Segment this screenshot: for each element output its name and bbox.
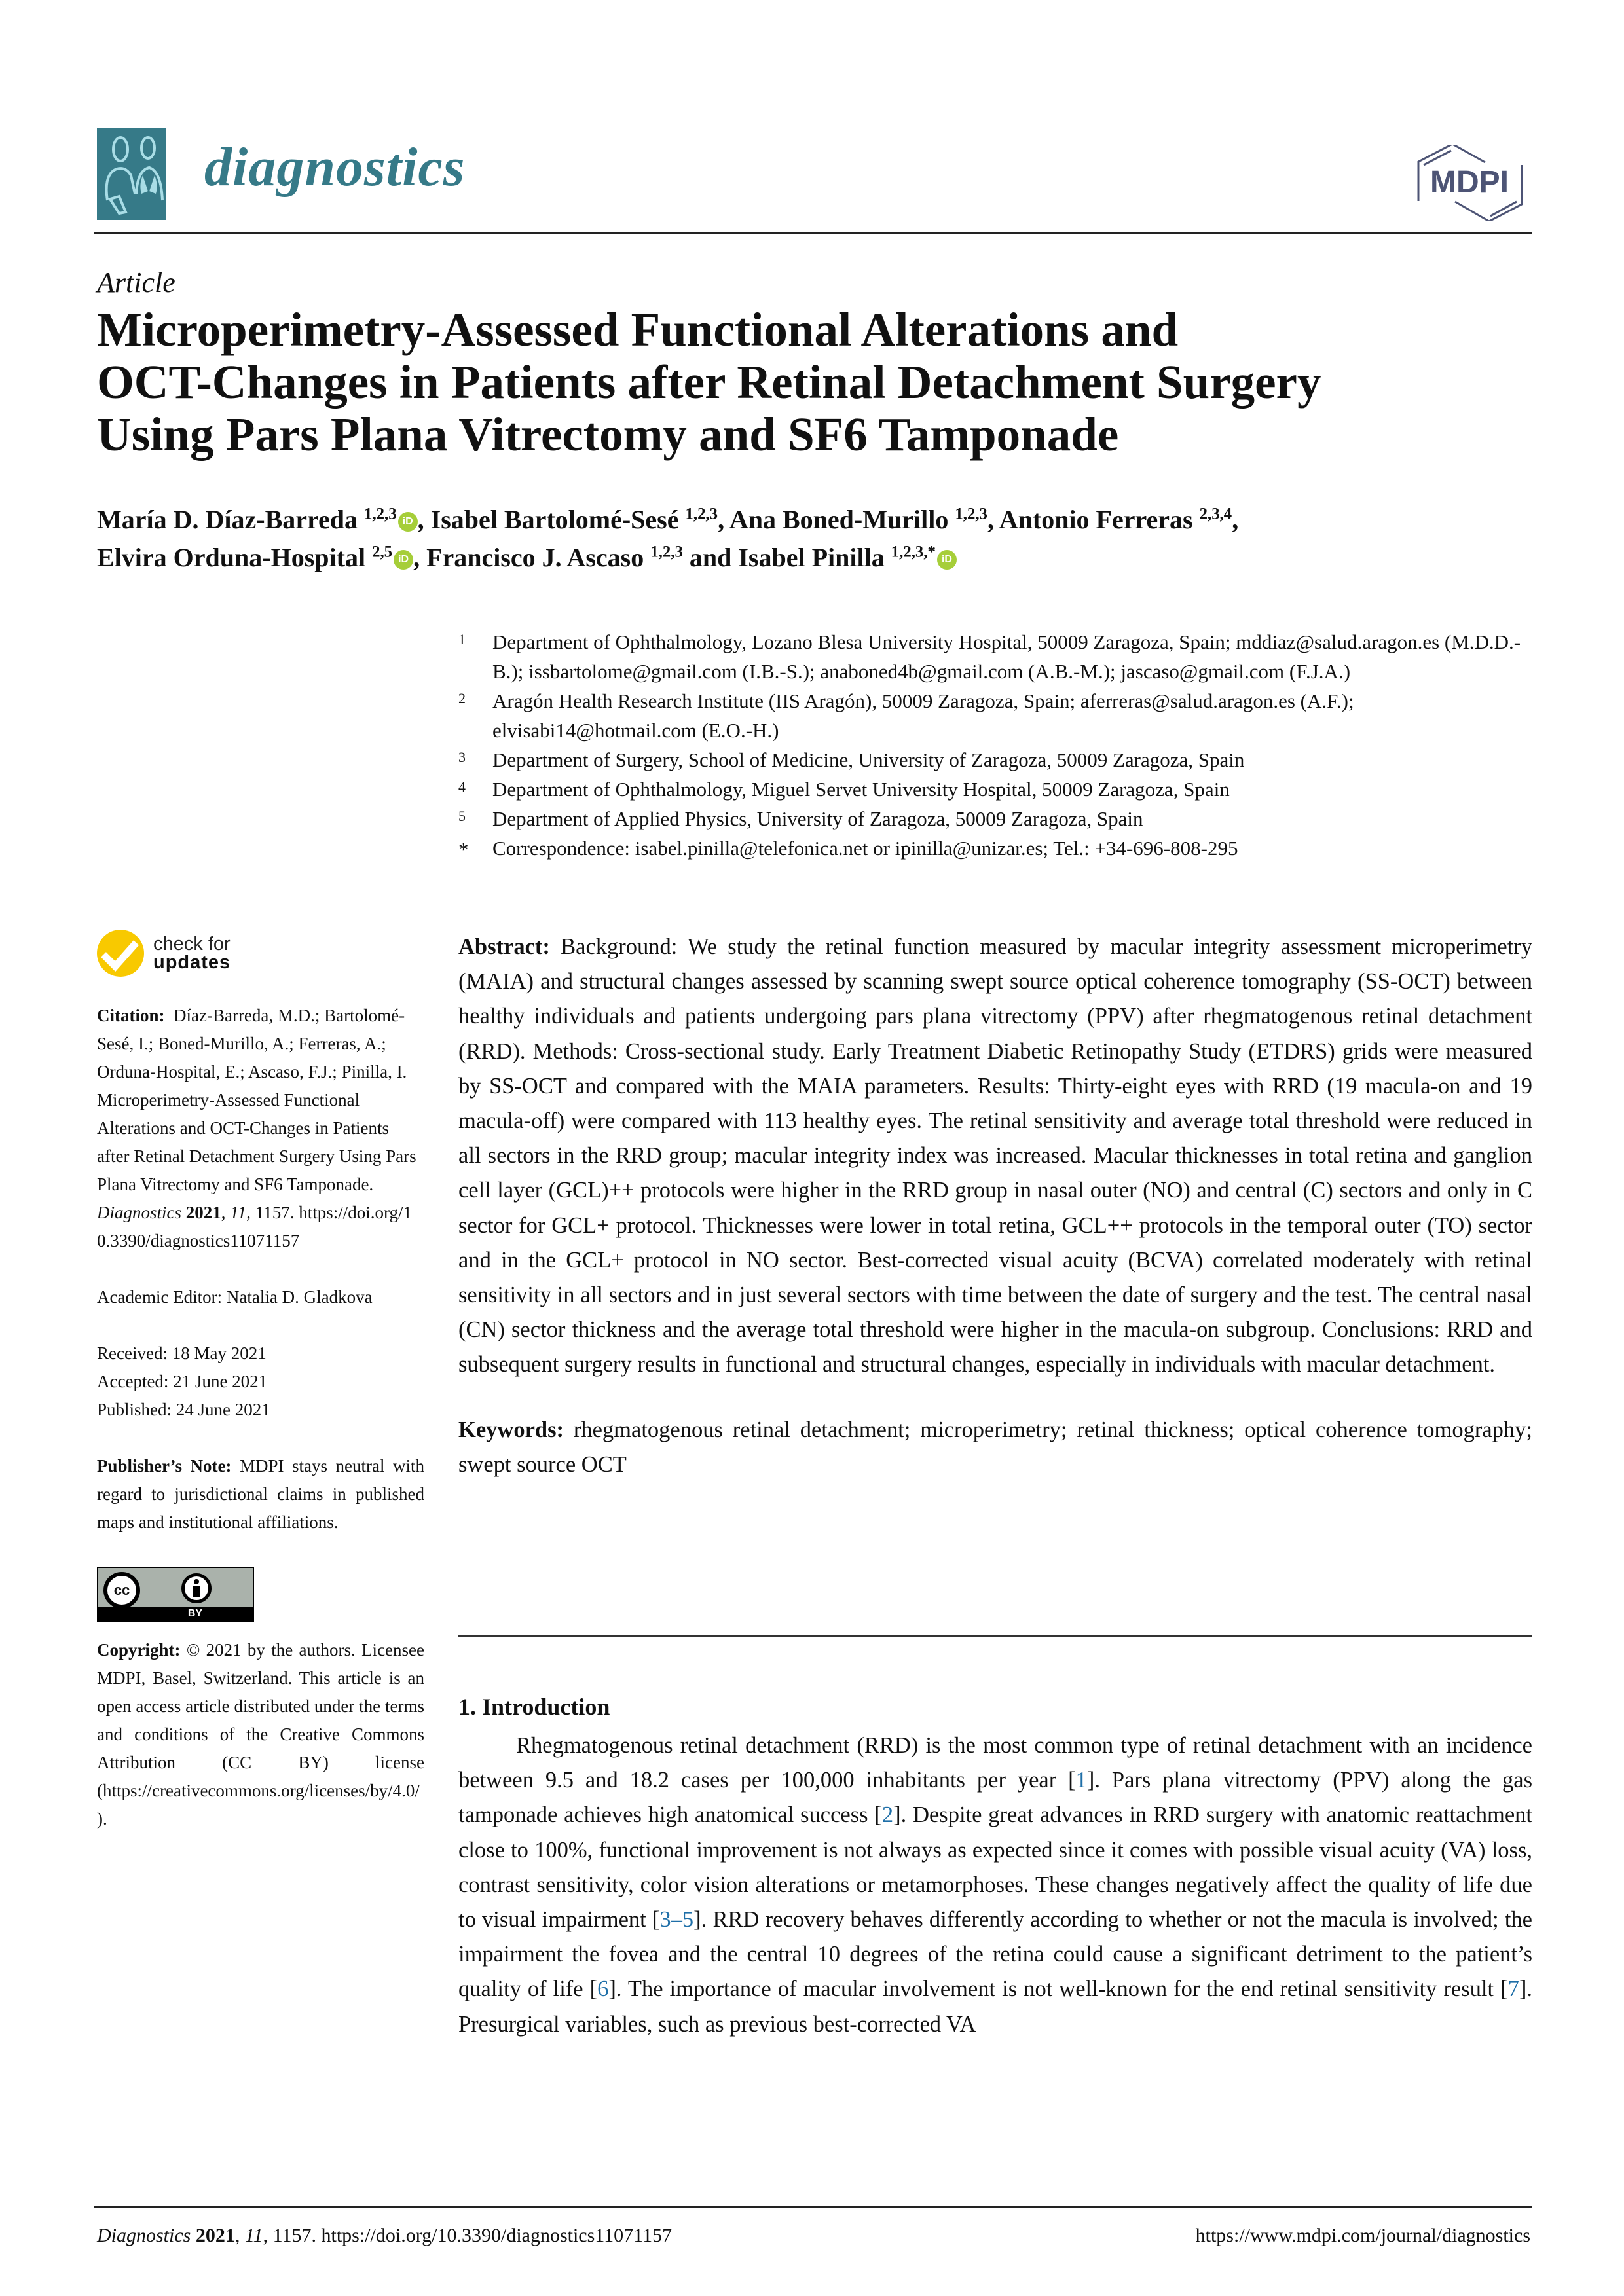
affiliation-item: [458, 627, 1532, 686]
footer-year: 2021: [195, 2225, 235, 2246]
abstract-label: Abstract:: [458, 934, 550, 959]
article-type: Article: [97, 266, 175, 299]
abstract: [458, 930, 1532, 1383]
keywords-label: Keywords:: [458, 1417, 564, 1442]
intro-text: ]. The importance of macular involvement is not well-known for the end retinal sensitivity result [: [608, 1977, 1508, 2002]
affiliation-number: 1: [458, 631, 466, 647]
author-separator: and: [682, 543, 739, 572]
orcid-icon[interactable]: iD: [394, 550, 413, 570]
cc-by-license-badge[interactable]: [97, 1567, 254, 1622]
author-name: Elvira Orduna-Hospital: [97, 543, 366, 572]
orcid-icon[interactable]: iD: [937, 550, 957, 570]
footer-doi-link[interactable]: , 1157. https://doi.org/10.3390/diagnostics11071157: [263, 2225, 673, 2246]
introduction-paragraph: [458, 1728, 1532, 2042]
citation-year: 2021: [185, 1203, 221, 1222]
affiliation-number: 4: [458, 778, 466, 795]
cc-icon: cc: [103, 1572, 140, 1609]
publishers-note: [97, 1452, 424, 1537]
affiliation-number: 3: [458, 749, 466, 765]
page-title: [97, 304, 1538, 461]
affiliation-item: [458, 686, 1532, 745]
citation-block: Citation: Díaz-Barreda, M.D.; Bartolomé-Sesé, I.; Boned-Murillo, A.; Ferreras, A.; Orduna-Hospital, E.; Ascaso, F.J.; Pinilla, I. Microperimetry-Assessed Functional Alterations and OCT-Changes in Patients after Retinal Detachment Surgery Using Pars Plana Vitrectomy and SF6 Tamponade. Diagnostics 2021, 11, 1157. https://doi.org/10.3390/diagnostics11071157: [97, 1006, 416, 1250]
author-name: Antonio Ferreras: [999, 505, 1193, 534]
author-separator: ,: [987, 505, 999, 534]
footer-volume: 11: [244, 2225, 263, 2246]
author-affiliation-sup: 1,2,3,*: [891, 543, 936, 561]
header-divider: [94, 232, 1532, 234]
reference-link[interactable]: 6: [597, 1977, 609, 2002]
correspondence-text: Correspondence: isabel.pinilla@telefonica.net or ipinilla@unizar.es; Tel.: +34-696-808-295: [492, 837, 1238, 860]
cc-by-label: BY: [98, 1607, 253, 1620]
affiliation-text: Department of Ophthalmology, Miguel Servet University Hospital, 50009 Zaragoza, Spain: [492, 778, 1230, 801]
reference-link[interactable]: 1: [1075, 1768, 1087, 1793]
publishers-note-text: MDPI stays neutral with regard to jurisdictional claims in published maps and institutional affiliations.: [97, 1456, 425, 1532]
keywords: [458, 1413, 1532, 1482]
publishers-note-label: Publisher’s Note:: [97, 1456, 232, 1476]
journal-name: diagnostics: [204, 137, 466, 198]
affiliation-item: [458, 745, 1532, 774]
reference-link[interactable]: 3–5: [659, 1907, 694, 1933]
footer-citation: Diagnostics 2021, 11, 1157. https://doi.org/10.3390/diagnostics11071157: [97, 2225, 673, 2246]
intro-text: ]. RRD recovery behaves differently according to whether or not the macula is involved; the impairment the fovea and the central 10 degrees of the retina could cause a significant detriment to the patient’s quality of life [: [458, 1907, 1532, 2002]
section-heading-introduction: 1. Introduction: [458, 1694, 610, 1720]
orcid-icon[interactable]: iD: [398, 512, 418, 532]
published-date: Published: 24 June 2021: [97, 1400, 270, 1419]
title-line: Using Pars Plana Vitrectomy and SF6 Tamponade: [97, 408, 1119, 461]
citation-journal: Diagnostics: [97, 1203, 182, 1222]
author-line: [97, 501, 1538, 539]
check-for-updates-button[interactable]: [97, 930, 424, 977]
copyright-label: Copyright:: [97, 1640, 181, 1660]
author-affiliation-sup: 2,5: [372, 543, 393, 561]
reference-link[interactable]: 2: [881, 1802, 894, 1828]
accepted-date: Accepted: 21 June 2021: [97, 1372, 268, 1391]
author-affiliation-sup: 1,2,3: [685, 505, 718, 523]
journal-logo-icon: [97, 128, 166, 220]
academic-editor: Academic Editor: Natalia D. Gladkova: [97, 1287, 373, 1307]
author-name: Ana Boned-Murillo: [729, 505, 949, 534]
intro-text: ]. Despite great advances in RRD surgery with anatomic reattachment close to 100%, functional improvement is not always as expected since it comes with possible visual acuity (VA) loss, contrast sensitivity, color vision alterations or metamorphoses. These changes negatively affect the quality of life due to visual impairment [: [458, 1802, 1532, 1933]
footer-divider: [94, 2206, 1532, 2208]
author-name: Isabel Pinilla: [738, 543, 885, 572]
main-content: [458, 930, 1532, 1482]
intro-text: ]. Presurgical variables, such as previous best-corrected VA: [458, 1977, 1532, 2037]
author-affiliation-sup: 1,2,3: [364, 505, 397, 523]
correspondence-item: [458, 833, 1532, 866]
intro-text: ]. Pars plana vitrectomy (PPV) along the gas tamponade achieves high anatomical success [: [458, 1768, 1532, 1828]
author-affiliation-sup: 1,2,3: [955, 505, 987, 523]
citation-volume: 11: [230, 1203, 247, 1222]
copyright-block: [97, 1636, 424, 1833]
author-affiliation-sup: 2,3,4: [1199, 505, 1232, 523]
received-date: Received: 18 May 2021: [97, 1343, 267, 1363]
correspondence-star: *: [458, 838, 469, 861]
citation-text: Díaz-Barreda, M.D.; Bartolomé-Sesé, I.; Boned-Murillo, A.; Ferreras, A.; Orduna-Hospital, E.; Ascaso, F.J.; Pinilla, I. Microperimetry-Assessed Functional Alterations and OCT-Changes in Patients after Retinal Detachment Surgery Using Pars Plana Vitrectomy and SF6 Tamponade.: [97, 1006, 416, 1194]
checkmark-icon: [97, 930, 144, 977]
citation-pages: , 1157.: [246, 1203, 295, 1222]
sidebar: [97, 930, 424, 1833]
affiliation-item: [458, 804, 1532, 833]
check-updates-line2: updates: [153, 952, 231, 973]
abstract-text: Background: We study the retinal function measured by macular integrity assessment microperimetry (MAIA) and structural changes assessed by scanning swept source optical coherence tomography (SS-OCT) between healthy individuals and patients undergoing pars plana vitrectomy (PPV) after rhegmatogenous retinal detachment (RRD). Methods: Cross-sectional study. Early Treatment Diabetic Retinopathy Study (ETDRS) grids were measured by SS-OCT and compared with the MAIA parameters. Results: Thirty-eight eyes with RRD (19 macula-on and 19 macula-off) were compared with 113 healthy eyes. The retinal sensitivity and average total threshold were reduced in all sectors in the RRD group; macular integrity index was increased. Macular thicknesses in total retina and ganglion cell layer (GCL)++ protocols were higher in the RRD group in nasal outer (NO) and central (C) sectors and only in C sector for GCL+ protocol. Thicknesses were lower in total retina, GCL++ protocols in the temporal outer (TO) sector and in the GCL+ protocol in NO sector. Best-corrected visual acuity (BCVA) correlated moderately with retinal sensitivity in all sectors and in just several sectors with time between the date of surgery and the test. The central nasal (CN) sector thickness and the average total threshold were higher in the macula-on subgroup. Conclusions: RRD and subsequent surgery results in functional and structural changes, especially in individuals with macular detachment.: [458, 934, 1533, 1377]
affiliations-list: [458, 627, 1532, 866]
citation-label: Citation:: [97, 1006, 165, 1025]
doctor-patient-icon: [97, 128, 166, 220]
author-name: Isabel Bartolomé-Sesé: [430, 505, 679, 534]
intro-text: Rhegmatogenous retinal detachment (RRD) is the most common type of retinal detachment with an incidence between 9.5 and 18.2 cases per 100,000 inhabitants per year [: [458, 1733, 1532, 1793]
dates-block: [97, 1339, 424, 1424]
affiliation-item: [458, 774, 1532, 804]
affiliation-number: 5: [458, 808, 466, 824]
author-name: Francisco J. Ascaso: [426, 543, 644, 572]
title-line: Microperimetry-Assessed Functional Alterations and: [97, 303, 1179, 356]
affiliation-text: Department of Surgery, School of Medicine, University of Zaragoza, 50009 Zaragoza, Spain: [492, 748, 1245, 771]
author-separator: ,: [413, 543, 427, 572]
author-affiliation-sup: 1,2,3: [650, 543, 683, 561]
author-name: María D. Díaz-Barreda: [97, 505, 358, 534]
section-divider: [458, 1635, 1532, 1637]
author-separator: ,: [417, 505, 431, 534]
mdpi-logo-icon: [1407, 145, 1531, 221]
author-line: [97, 539, 1538, 577]
footer-journal-url[interactable]: https://www.mdpi.com/journal/diagnostics: [1195, 2225, 1530, 2246]
attribution-person-icon: [181, 1573, 212, 1603]
author-separator: ,: [1232, 505, 1239, 534]
affiliation-text: Department of Applied Physics, University of Zaragoza, 50009 Zaragoza, Spain: [492, 807, 1143, 830]
mdpi-logo-text: MDPI: [1430, 165, 1509, 200]
reference-link[interactable]: 7: [1507, 1977, 1519, 2002]
check-updates-line1: check for: [153, 934, 231, 955]
affiliation-text: Department of Ophthalmology, Lozano Blesa University Hospital, 50009 Zaragoza, Spain; mddiaz@salud.aragon.es (M.D.D.-B.); issbartolome@gmail.com (I.B.-S.); anaboned4b@gmail.com (A.B.-M.); jascaso@gmail.com (F.J.A.): [492, 630, 1521, 683]
title-line: OCT-Changes in Patients after Retinal Detachment Surgery: [97, 355, 1321, 409]
footer-journal: Diagnostics: [97, 2225, 191, 2246]
copyright-text: © 2021 by the authors. Licensee MDPI, Basel, Switzerland. This article is an open access article distributed under the terms and conditions of the Creative Commons Attribution (CC BY) license (https://creativecommons.org/licenses/by/4.0/).: [97, 1640, 425, 1829]
keywords-text: rhegmatogenous retinal detachment; microperimetry; retinal thickness; optical coherence tomography; swept source OCT: [458, 1417, 1532, 1477]
citation-doi-link[interactable]: https://doi.org/10.3390/diagnostics11071157: [97, 1203, 413, 1250]
affiliation-number: 2: [458, 690, 466, 706]
author-list: [97, 501, 1538, 577]
affiliation-text: Aragón Health Research Institute (IIS Aragón), 50009 Zaragoza, Spain; aferreras@salud.aragon.es (A.F.); elvisabi14@hotmail.com (E.O.-H.): [492, 689, 1354, 742]
author-separator: ,: [718, 505, 729, 534]
